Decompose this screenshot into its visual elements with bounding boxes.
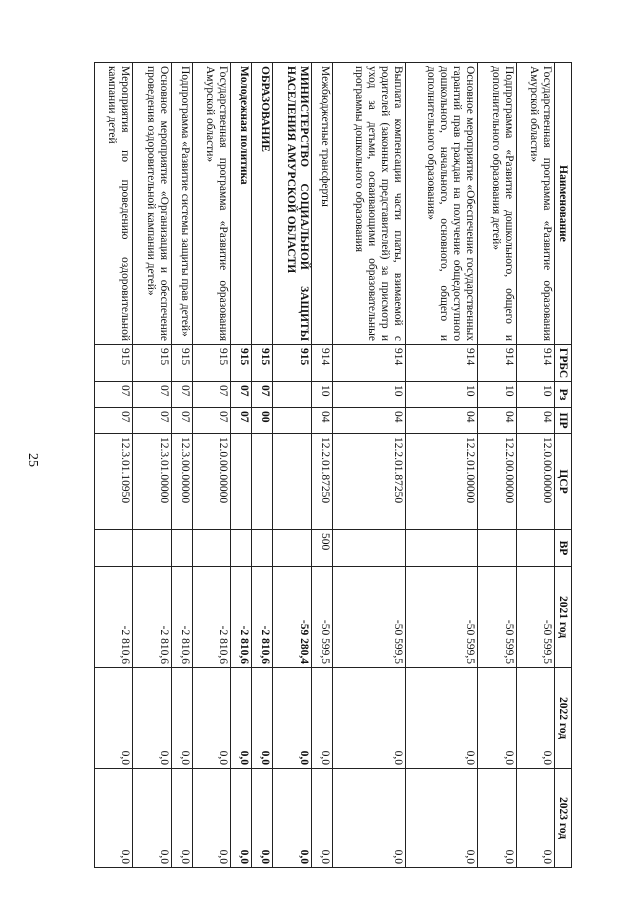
cell-csr: 12.2.01.00000 xyxy=(405,434,478,530)
cell-pr: 07 xyxy=(231,408,252,434)
cell-y2022: 0,0 xyxy=(332,668,405,769)
cell-grbs: 915 xyxy=(252,345,273,382)
cell-pr: 04 xyxy=(311,408,332,434)
cell-rz: 10 xyxy=(332,382,405,408)
cell-y2021: -2 810,6 xyxy=(252,567,273,668)
cell-y2023: 0,0 xyxy=(273,769,311,868)
cell-y2022: 0,0 xyxy=(516,668,554,769)
cell-grbs: 914 xyxy=(478,345,516,382)
cell-y2022: 0,0 xyxy=(133,668,171,769)
table-row xyxy=(192,63,230,868)
cell-pr: 07 xyxy=(95,408,133,434)
cell-csr: 12.2.01.87250 xyxy=(332,434,405,530)
cell-pr: 04 xyxy=(516,408,554,434)
cell-y2023: 0,0 xyxy=(478,769,516,868)
cell-y2021: -50 599,5 xyxy=(405,567,478,668)
cell-name: Мероприятия по проведению оздоровительной кампании детей xyxy=(95,63,133,345)
cell-y2022: 0,0 xyxy=(273,668,311,769)
cell-y2021: -50 599,5 xyxy=(478,567,516,668)
cell-pr: 00 xyxy=(252,408,273,434)
page-number: 25 xyxy=(25,453,40,467)
cell-y2023: 0,0 xyxy=(405,769,478,868)
cell-vr xyxy=(478,530,516,567)
cell-vr xyxy=(192,530,230,567)
cell-name: Межбюджетные трансферты xyxy=(311,63,332,345)
cell-csr: 12.2.00.00000 xyxy=(478,434,516,530)
header-rz: Рз xyxy=(555,382,572,408)
cell-y2022: 0,0 xyxy=(311,668,332,769)
cell-grbs: 914 xyxy=(405,345,478,382)
cell-vr xyxy=(332,530,405,567)
cell-rz: 10 xyxy=(405,382,478,408)
cell-grbs: 914 xyxy=(332,345,405,382)
cell-grbs: 915 xyxy=(192,345,230,382)
cell-y2022: 0,0 xyxy=(95,668,133,769)
table-row xyxy=(252,63,273,868)
table-row xyxy=(231,63,252,868)
cell-vr xyxy=(273,530,311,567)
cell-rz: 07 xyxy=(252,382,273,408)
cell-rz: 10 xyxy=(478,382,516,408)
cell-csr xyxy=(252,434,273,530)
header-csr: ЦСР xyxy=(555,434,572,530)
cell-pr: 04 xyxy=(405,408,478,434)
cell-csr xyxy=(231,434,252,530)
cell-grbs: 915 xyxy=(171,345,192,382)
cell-y2022: 0,0 xyxy=(171,668,192,769)
header-2022: 2022 год xyxy=(555,668,572,769)
cell-y2021: -2 810,6 xyxy=(231,567,252,668)
cell-rz: 07 xyxy=(231,382,252,408)
cell-rz: 07 xyxy=(95,382,133,408)
cell-y2023: 0,0 xyxy=(171,769,192,868)
cell-name: Основное мероприятие «Обеспечение государственных гарантий прав граждан на получение общедоступного дошкольного, начального, основного, общего и дополнительного образования» xyxy=(405,63,478,345)
cell-rz: 10 xyxy=(311,382,332,408)
cell-rz: 07 xyxy=(133,382,171,408)
header-vr: ВР xyxy=(555,530,572,567)
cell-rz xyxy=(273,382,311,408)
cell-y2022: 0,0 xyxy=(478,668,516,769)
cell-pr xyxy=(273,408,311,434)
table-row xyxy=(95,63,133,868)
cell-vr xyxy=(252,530,273,567)
cell-y2023: 0,0 xyxy=(332,769,405,868)
cell-csr xyxy=(273,434,311,530)
table-header-row xyxy=(555,63,572,868)
table-row xyxy=(516,63,554,868)
cell-y2021: -2 810,6 xyxy=(95,567,133,668)
cell-y2023: 0,0 xyxy=(192,769,230,868)
cell-rz: 10 xyxy=(516,382,554,408)
cell-csr: 12.3.01.00000 xyxy=(133,434,171,530)
cell-y2021: -59 280,4 xyxy=(273,567,311,668)
cell-grbs: 914 xyxy=(516,345,554,382)
cell-name: Государственная программа «Развитие образования Амурской области» xyxy=(516,63,554,345)
table-row xyxy=(273,63,311,868)
cell-y2023: 0,0 xyxy=(95,769,133,868)
cell-grbs: 915 xyxy=(231,345,252,382)
cell-vr xyxy=(95,530,133,567)
cell-y2022: 0,0 xyxy=(231,668,252,769)
cell-csr: 12.3.01.10950 xyxy=(95,434,133,530)
cell-y2021: -50 599,5 xyxy=(332,567,405,668)
cell-grbs: 915 xyxy=(133,345,171,382)
cell-grbs: 915 xyxy=(273,345,311,382)
header-2021: 2021 год xyxy=(555,567,572,668)
table-row xyxy=(311,63,332,868)
budget-table xyxy=(94,62,572,868)
cell-name: Молодежная политика xyxy=(231,63,252,345)
header-name: Наименование xyxy=(555,63,572,345)
budget-table-container xyxy=(94,62,572,867)
cell-y2023: 0,0 xyxy=(133,769,171,868)
cell-name: Государственная программа «Развитие образования Амурской области» xyxy=(192,63,230,345)
cell-vr xyxy=(231,530,252,567)
cell-y2021: -50 599,5 xyxy=(516,567,554,668)
cell-pr: 07 xyxy=(171,408,192,434)
cell-csr: 12.3.00.00000 xyxy=(171,434,192,530)
cell-vr xyxy=(516,530,554,567)
cell-y2022: 0,0 xyxy=(192,668,230,769)
cell-pr: 07 xyxy=(133,408,171,434)
cell-name: Основное мероприятие «Организация и обеспечение проведения оздоровительной кампании детей» xyxy=(133,63,171,345)
cell-pr: 07 xyxy=(192,408,230,434)
table-row xyxy=(478,63,516,868)
cell-vr xyxy=(405,530,478,567)
cell-csr: 12.0.00.00000 xyxy=(516,434,554,530)
table-row xyxy=(405,63,478,868)
header-pr: ПР xyxy=(555,408,572,434)
table-row xyxy=(171,63,192,868)
cell-name: Подпрограмма «Развитие системы защиты прав детей» xyxy=(171,63,192,345)
cell-name: ОБРАЗОВАНИЕ xyxy=(252,63,273,345)
cell-pr: 04 xyxy=(478,408,516,434)
cell-y2023: 0,0 xyxy=(516,769,554,868)
cell-vr xyxy=(133,530,171,567)
cell-y2021: -2 810,6 xyxy=(192,567,230,668)
cell-name: Подпрограмма «Развитие дошкольного, общего и дополнительного образования детей» xyxy=(478,63,516,345)
table-row xyxy=(133,63,171,868)
cell-rz: 07 xyxy=(192,382,230,408)
cell-y2023: 0,0 xyxy=(252,769,273,868)
cell-y2021: -2 810,6 xyxy=(171,567,192,668)
header-grbs: ГРБС xyxy=(555,345,572,382)
cell-grbs: 914 xyxy=(311,345,332,382)
header-2023: 2023 год xyxy=(555,769,572,868)
cell-vr xyxy=(171,530,192,567)
cell-csr: 12.2.01.87250 xyxy=(311,434,332,530)
cell-grbs: 915 xyxy=(95,345,133,382)
cell-pr: 04 xyxy=(332,408,405,434)
cell-csr: 12.0.00.00000 xyxy=(192,434,230,530)
cell-y2023: 0,0 xyxy=(231,769,252,868)
cell-y2021: -2 810,6 xyxy=(133,567,171,668)
cell-y2023: 0,0 xyxy=(311,769,332,868)
cell-y2022: 0,0 xyxy=(405,668,478,769)
cell-rz: 07 xyxy=(171,382,192,408)
cell-y2022: 0,0 xyxy=(252,668,273,769)
cell-name: МИНИСТЕРСТВО СОЦИАЛЬНОЙ ЗАЩИТЫ НАСЕЛЕНИЯ АМУРСКОЙ ОБЛАСТИ xyxy=(273,63,311,345)
table-row xyxy=(332,63,405,868)
cell-name: Выплата компенсации части платы, взимаемой с родителей (законных представителей) за присмотр и уход за детьми, осваивающими образовательные программы дошкольного образования xyxy=(332,63,405,345)
cell-vr: 500 xyxy=(311,530,332,567)
cell-y2021: -50 599,5 xyxy=(311,567,332,668)
